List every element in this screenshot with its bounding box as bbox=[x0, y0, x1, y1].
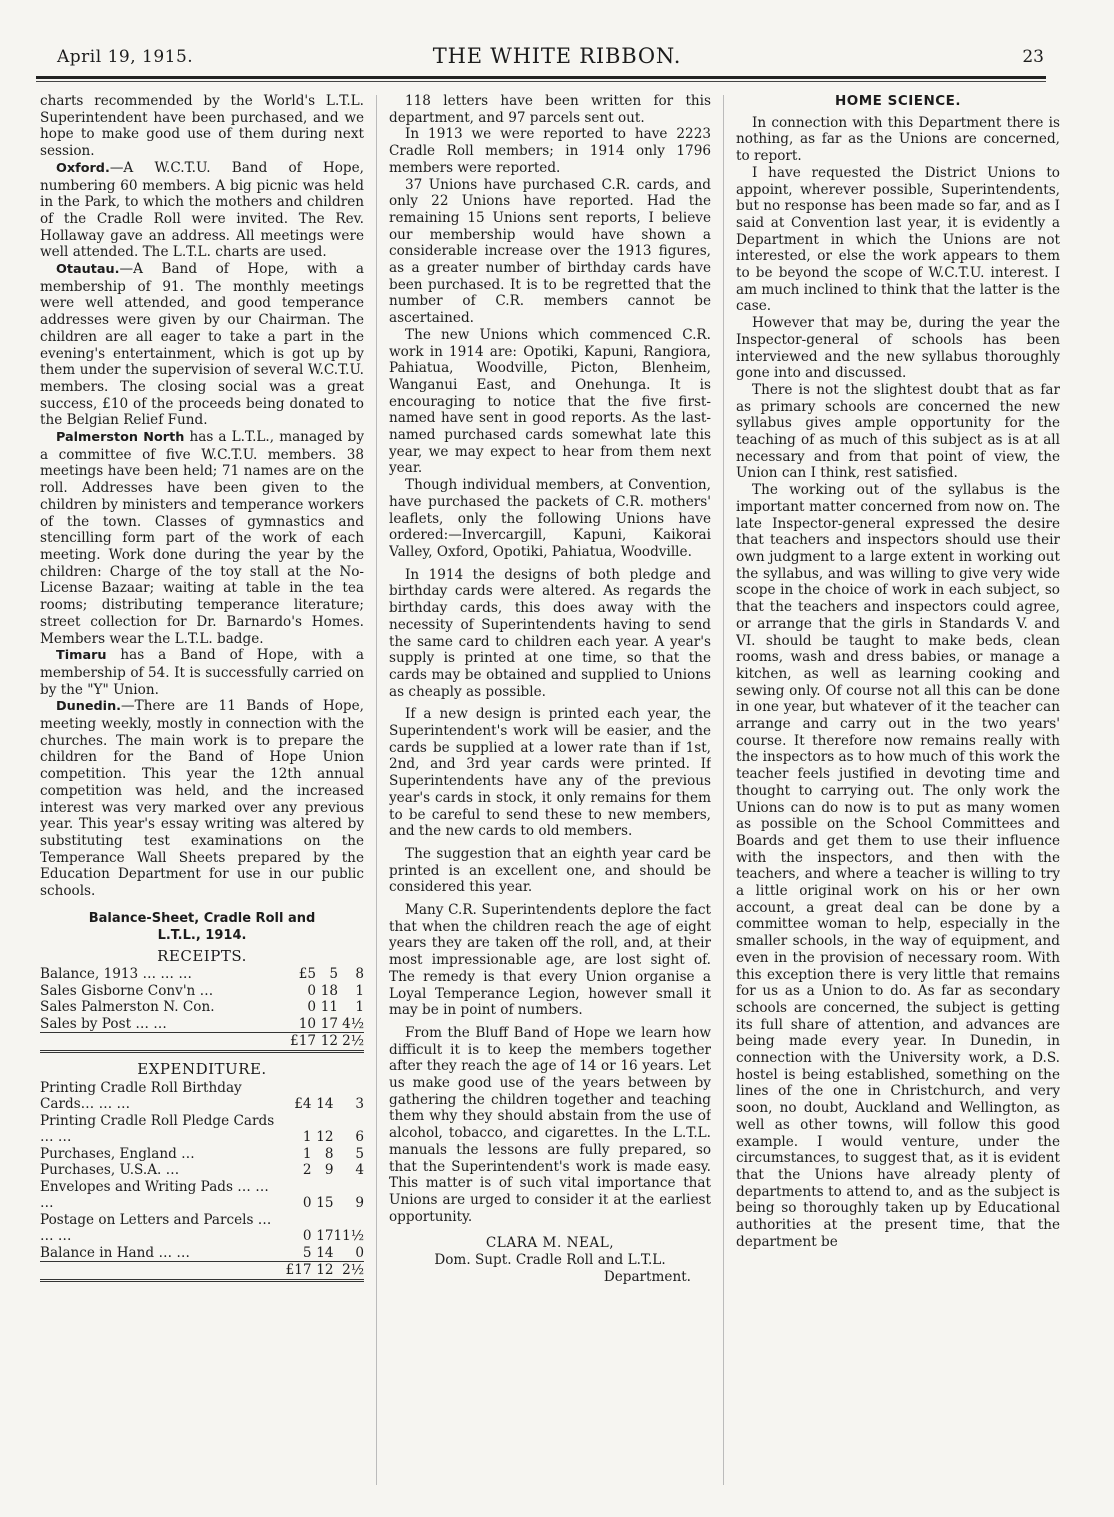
ledger-total-row bbox=[40, 1262, 364, 1280]
report-text: —A Band of Hope, with a membership of 91. The monthly meetings were well attended, and good temperance addresses were given by our Chairman. The children are all eager to take a part in the evening's entertainment, which is got up by them under the supervision of several W.C.T.U. members. The closing social was a great success, £10 of the proceeds being donated to the Belgian Relief Fund. bbox=[40, 261, 364, 429]
paragraph: From the Bluff Band of Hope we learn how difficult it is to keep the members together after they reach the age of 14 or 16 years. Let us make good use of the years between by gathering the children together and teaching them why they should abstain from the use of alcohol, tobacco, and cigarettes. In the L.T.L. manuals the lessons are fully prepared, so that the Superintendent's work is made easy. This matter is of such vital importance that Unions are urged to consider it at the earliest opportunity. bbox=[389, 1024, 711, 1225]
ledger-row bbox=[40, 1245, 364, 1262]
paragraph: The suggestion that an eighth year card be printed is an excellent one, and should be considered this year. bbox=[389, 845, 711, 896]
report-text: —There are 11 Bands of Hope, meeting weekly, mostly in connection with the churches. The main work is to prepare the children for the Band of Hope Union competition. This year the 12th annual competition was held, and the increased interest was very marked over any previous year. This year's essay writing was altered by substituting test examinations on the Temperance Wall Sheets prepared by the Education Department for use in our public schools. bbox=[40, 698, 364, 900]
ledger-pence: 3 bbox=[355, 1096, 364, 1113]
ledger-total-shillings: 12 bbox=[316, 1033, 338, 1051]
column-middle bbox=[389, 93, 711, 1483]
ledger-row bbox=[40, 1212, 364, 1245]
paragraph: charts recommended by the World's L.T.L. Superintendent have been purchased, and we hope to make good use of them during next session. bbox=[40, 93, 364, 160]
masthead-rule-thin bbox=[36, 81, 1046, 82]
ledger-pence: 6 bbox=[355, 1129, 364, 1146]
ledger-pounds: 1 bbox=[302, 1129, 312, 1146]
ledger-shillings: 15 bbox=[316, 1195, 334, 1212]
expenditure-table bbox=[40, 1080, 364, 1282]
report-dunedin bbox=[40, 698, 364, 899]
paragraph: Many C.R. Superintendents deplore the fact that when the children reach the age of eight years they are taken off the roll, and, at their most impressionable age, are lost sight of. The remedy is that every Union organise a Loyal Temperance Legion, however small it may be in point of numbers. bbox=[389, 902, 711, 1019]
balance-sheet-title-line: L.T.L., 1914. bbox=[157, 927, 247, 943]
ledger-row bbox=[40, 1162, 364, 1179]
ledger-total-row bbox=[40, 1033, 364, 1051]
ledger-pounds: 0 bbox=[307, 999, 316, 1016]
ledger-pence: 0 bbox=[355, 1244, 364, 1261]
paragraph: In connection with this Department there is nothing, as far as the Unions are concerned, to report. bbox=[736, 114, 1060, 165]
paragraph: 37 Unions have purchased C.R. cards, and only 22 Unions have reported. Had the remaining 15 Unions sent reports, I believe our membership would have shown a considerable increase over the 1913 figures, as a greater number of birthday cards have been purchased. It is to be regretted that the number of C.R. members cannot be ascertained. bbox=[389, 176, 711, 327]
ledger-item: Printing Cradle Roll Birthday Cards… … … bbox=[40, 1079, 242, 1113]
report-palmerston-north bbox=[40, 429, 364, 647]
ledger-pence: 8 bbox=[355, 966, 364, 983]
issue-date: April 19, 1915. bbox=[57, 47, 194, 67]
ledger-shillings: 8 bbox=[324, 1145, 334, 1162]
ledger-pounds: 10 bbox=[298, 1015, 316, 1032]
report-timaru bbox=[40, 647, 364, 698]
ledger-shillings: 5 bbox=[329, 966, 338, 983]
masthead bbox=[0, 0, 1114, 84]
ledger-pence: 1 bbox=[355, 999, 364, 1016]
ledger-item: Postage on Letters and Parcels … … … bbox=[40, 1211, 272, 1245]
ledger-row bbox=[40, 983, 364, 1000]
ledger-total-pence: 2½ bbox=[334, 1262, 364, 1280]
receipts-heading: RECEIPTS. bbox=[157, 946, 247, 965]
ledger-shillings: 17 bbox=[316, 1228, 334, 1245]
signature-role: Dom. Supt. Cradle Roll and L.T.L. bbox=[434, 1252, 666, 1269]
expenditure-heading: EXPENDITURE. bbox=[137, 1059, 267, 1078]
ledger-pounds: 2 bbox=[302, 1162, 312, 1179]
ledger-total-pounds: £17 bbox=[288, 1033, 316, 1051]
column-right bbox=[736, 93, 1060, 1483]
ledger-pounds: 0 bbox=[307, 982, 316, 999]
ledger-item: Printing Cradle Roll Pledge Cards … … bbox=[40, 1112, 275, 1146]
paragraph: 118 letters have been written for this department, and 97 parcels sent out. bbox=[389, 93, 711, 126]
ledger-pence: 4 bbox=[355, 1162, 364, 1179]
paragraph: I have requested the District Unions to appoint, wherever possible, Superintendents, but no response has been made so far, and as I said at Convention last year, it is evidently a Department in which the Unions are not interested, or else the work appears to them to be beyond the scope of W.C.T.U. interest. I am much inclined to think that the latter is the case. bbox=[736, 164, 1060, 315]
ledger-row bbox=[40, 966, 364, 983]
report-text: has a Band of Hope, with a membership of 54. It is successfully carried on by the "Y" Union. bbox=[40, 647, 364, 698]
ledger-shillings: 9 bbox=[324, 1162, 334, 1179]
ledger-pounds: 1 bbox=[302, 1145, 312, 1162]
ledger-item: Sales Palmerston N. Con. bbox=[40, 999, 215, 1016]
column-left bbox=[40, 93, 364, 1483]
ledger-item: Balance in Hand … … bbox=[40, 1244, 190, 1261]
ledger-item: Sales by Post … … bbox=[40, 1015, 167, 1032]
report-oxford bbox=[40, 160, 364, 261]
ledger-item: Envelopes and Writing Pads … … … bbox=[40, 1178, 269, 1212]
ledger-shillings: 14 bbox=[316, 1244, 334, 1261]
ledger-item: Balance, 1913 … … … bbox=[40, 966, 192, 983]
ledger-total-pence: 2½ bbox=[338, 1033, 364, 1051]
section-title-home-science: HOME SCIENCE. bbox=[834, 93, 962, 109]
report-text: has a L.T.L., managed by a committee of five W.C.T.U. members. 38 meetings have been held; 71 names are on the roll. Addresses have been given to the children by ministers and temperance workers of the town. Classes of gymnastics and stencilling form part of the work of each meeting. Work done during the year by the children: Charge of the toy stall at the No-License Bazaar; waiting at table in the tea rooms; distributing temperance literature; street collection for Dr. Barnardo's Homes. Members wear the L.T.L. badge. bbox=[40, 429, 364, 647]
report-lead: Oxford. bbox=[56, 160, 110, 176]
report-lead: Timaru bbox=[56, 648, 107, 664]
paragraph: In 1913 we were reported to have 2223 Cradle Roll members; in 1914 only 1796 members were reported. bbox=[389, 126, 711, 176]
ledger-row bbox=[40, 999, 364, 1016]
report-lead: Dunedin. bbox=[56, 699, 122, 715]
ledger-shillings: 18 bbox=[320, 982, 338, 999]
ledger-row bbox=[40, 1080, 364, 1113]
ledger-shillings: 11 bbox=[320, 999, 338, 1016]
ledger-pounds: 0 bbox=[302, 1195, 312, 1212]
ledger-pence: 11½ bbox=[333, 1228, 364, 1245]
ledger-row bbox=[40, 1146, 364, 1163]
column-divider bbox=[376, 95, 377, 1485]
balance-sheet-title-line: Balance-Sheet, Cradle Roll and bbox=[88, 910, 316, 926]
report-otautau bbox=[40, 261, 364, 429]
ledger-pence: 5 bbox=[355, 1145, 364, 1162]
publication-title: THE WHITE RIBBON. bbox=[432, 44, 682, 68]
paragraph: In 1914 the designs of both pledge and birthday cards were altered. As regards the birthday cards, this does away with the necessity of Superintendents having to send the same card to children each year. A year's supply is printed at one time, so that the cards may be obtained and supplied to Unions as cheaply as possible. bbox=[389, 566, 711, 700]
ledger-item: Purchases, England … bbox=[40, 1145, 195, 1162]
ledger-total-pounds: £17 bbox=[284, 1262, 312, 1280]
ledger-pence: 4½ bbox=[342, 1015, 364, 1032]
column-divider bbox=[723, 95, 724, 1485]
ledger-total-shillings: 12 bbox=[312, 1262, 334, 1280]
report-text: —A W.C.T.U. Band of Hope, numbering 60 members. A big picnic was held in the Park, to which the mothers and children of the Cradle Roll were invited. The Rev. Hollaway gave an address. All meetings were well attended. The L.T.L. charts are used. bbox=[40, 159, 364, 261]
ledger-total-spacer bbox=[40, 1033, 288, 1051]
report-lead: Palmerston North bbox=[56, 430, 185, 446]
masthead-rule-thick bbox=[36, 76, 1046, 79]
page-number: 23 bbox=[1022, 47, 1044, 67]
ledger-shillings: 14 bbox=[316, 1096, 334, 1113]
balance-sheet-title bbox=[40, 910, 364, 944]
ledger-pence: 9 bbox=[355, 1195, 364, 1212]
ledger-pence: 1 bbox=[355, 982, 364, 999]
receipts-table bbox=[40, 966, 364, 1053]
ledger-row bbox=[40, 1113, 364, 1146]
ledger-shillings: 12 bbox=[316, 1129, 334, 1146]
paragraph: Though individual members, at Convention, have purchased the packets of C.R. mothers' leaflets, only the following Unions have ordered:—Invercargill, Kapuni, Kaikorai Valley, Oxford, Opotiki, Pahiatua, Woodville. bbox=[389, 477, 711, 560]
paragraph: The new Unions which commenced C.R. work in 1914 are: Opotiki, Kapuni, Rangiora, Pahiatua, Woodville, Picton, Blenheim, Wanganui East, and Onehunga. It is encouraging to notice that the five first-named have sent in good reports. As the last-named purchased cards somewhat late this year, we may expect to hear from them next year. bbox=[389, 326, 711, 477]
paragraph: There is not the slightest doubt that as far as primary schools are concerned the new syllabus gives ample opportunity for the teaching of as much of this subject as is at all necessary and from that point of view, the Union can I think, rest satisfied. bbox=[736, 381, 1060, 482]
report-lead: Otautau. bbox=[56, 262, 120, 278]
ledger-pounds: 5 bbox=[302, 1244, 312, 1261]
ledger-item: Sales Gisborne Conv'n … bbox=[40, 982, 214, 999]
signature-name: CLARA M. NEAL, bbox=[485, 1235, 615, 1252]
ledger-shillings: 17 bbox=[320, 1015, 338, 1032]
ledger-row bbox=[40, 1016, 364, 1033]
paragraph: If a new design is printed each year, the Superintendent's work will be easier, and the cards be supplied at a lower rate than if 1st, 2nd, and 3rd year cards were printed. If Superintendents have any of the previous year's cards in stock, it only remains for them to be careful to send these to new members, and the new cards to old members. bbox=[389, 706, 711, 840]
ledger-pounds: 0 bbox=[302, 1228, 312, 1245]
paragraph: However that may be, during the year the Inspector-general of schools has been interviewed and the new syllabus thoroughly gone into and discussed. bbox=[736, 315, 1060, 382]
signature-department: Department. bbox=[603, 1268, 691, 1285]
ledger-total-spacer bbox=[40, 1262, 284, 1280]
ledger-row bbox=[40, 1179, 364, 1212]
ledger-pounds: £5 bbox=[298, 966, 316, 983]
ledger-pounds: £4 bbox=[294, 1096, 312, 1113]
ledger-item: Purchases, U.S.A. … bbox=[40, 1162, 180, 1179]
paragraph: The working out of the syllabus is the important matter concerned from now on. The late Inspector-general expressed the desire that teachers and inspectors should use their own judgment to a large extent in working out the syllabus, and was willing to give very wide scope in the choice of work in each subject, so that the teachers and inspectors could agree, or arrange that the girls in Standards V. and VI. should be taught to make beds, clean rooms, wash and dress babies, or manage a kitchen, as well as learning cooking and sewing only. Of course not all this can be done in one year, but whatever of it the teacher can arrange and carry out in the two years' course. It therefore now remains really with the inspectors as to how much of this work the teacher feels justified in devoting time and thought to carrying out. The only work the Unions can do now is to put as many women as possible on the School Committees and Boards and get them to use their influence with the inspectors, and then with the teachers, and where a teacher is willing to try a little original work on his or her own account, a great deal can be done by a committee woman to help, especially in the smaller schools, in the way of equipment, and even in the provision of necessary room. With this exception there is very little that remains for us as a Union to do. As far as secondary schools are concerned, the subject is getting its full share of attention, and advances are being made every year. In Dunedin, in connection with the University work, a D.S. hostel is being established, something on the lines of the one in Christchurch, and very soon, no doubt, Auckland and Wellington, as well as other towns, will follow this good example. I would venture, under the circumstances, to suggest that, as it is evident that the Unions have already plenty of departments to attend to, and as the subject is being so thoroughly taken up by Educational authorities at the present time, that the department be bbox=[736, 482, 1060, 1250]
